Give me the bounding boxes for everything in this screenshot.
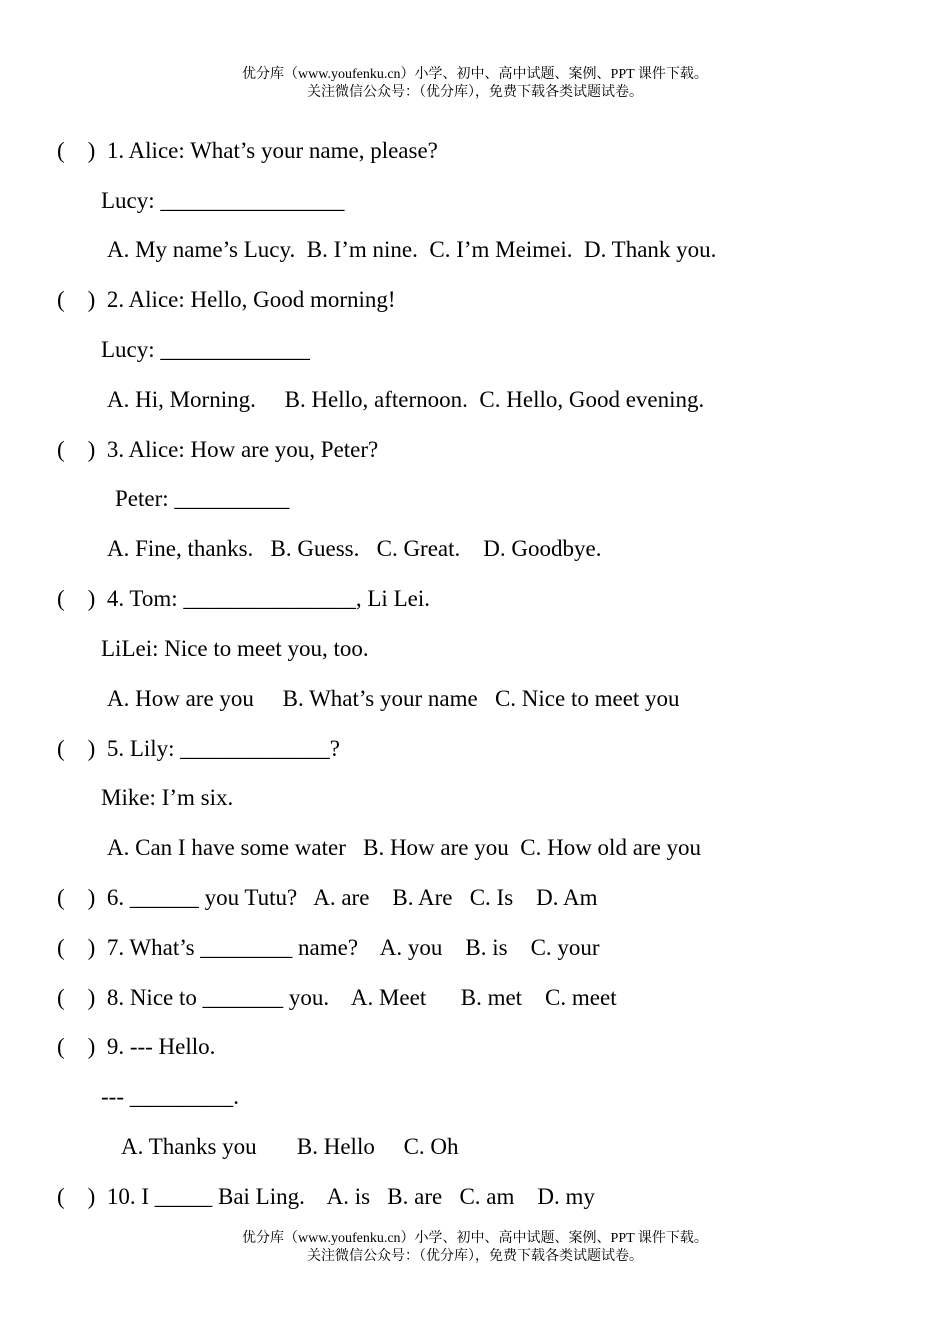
page-header	[0, 66, 950, 102]
page-footer	[0, 1230, 950, 1266]
question-7: ( ) 7. What’s ________ name? A. you B. is C. your	[57, 935, 600, 960]
question-8: ( ) 8. Nice to _______ you. A. Meet B. met C. meet	[57, 985, 617, 1010]
question-3: ( ) 3. Alice: How are you, Peter?	[57, 437, 379, 462]
question-2-options: A. Hi, Morning. B. Hello, afternoon. C. Hello, Good evening.	[107, 387, 705, 412]
question-1-response: Lucy: ________________	[101, 188, 345, 213]
question-1: ( ) 1. Alice: What’s your name, please?	[57, 138, 438, 163]
question-9-response: --- _________.	[101, 1084, 239, 1109]
header-line-1: 优分库（www.youfenku.cn）小学、初中、高中试题、案例、PPT 课件下载。	[242, 67, 708, 82]
header-line-2: 关注微信公众号：（优分库），免费下载各类试题试卷。	[307, 85, 643, 100]
question-4-options: A. How are you B. What’s your name C. Nice to meet you	[107, 686, 680, 711]
footer-line-1: 优分库（www.youfenku.cn）小学、初中、高中试题、案例、PPT 课件下载。	[242, 1231, 708, 1246]
question-9: ( ) 9. --- Hello.	[57, 1034, 216, 1059]
question-5-response: Mike: I’m six.	[101, 785, 234, 810]
question-5-options: A. Can I have some water B. How are you C. How old are you	[107, 835, 702, 860]
question-4-response: LiLei: Nice to meet you, too.	[101, 636, 369, 661]
question-2-response: Lucy: _____________	[101, 337, 310, 362]
question-9-options: A. Thanks you B. Hello C. Oh	[121, 1134, 459, 1159]
question-3-response: Peter: __________	[115, 486, 290, 511]
question-5: ( ) 5. Lily: _____________?	[57, 736, 340, 761]
footer-line-2: 关注微信公众号：（优分库），免费下载各类试题试卷。	[307, 1249, 643, 1264]
question-2: ( ) 2. Alice: Hello, Good morning!	[57, 287, 396, 312]
question-6: ( ) 6. ______ you Tutu? A. are B. Are C. Is D. Am	[57, 885, 598, 910]
question-4: ( ) 4. Tom: _______________, Li Lei.	[57, 586, 430, 611]
question-10: ( ) 10. I _____ Bai Ling. A. is B. are C. am D. my	[57, 1184, 595, 1209]
question-1-options: A. My name’s Lucy. B. I’m nine. C. I’m Meimei. D. Thank you.	[107, 237, 717, 262]
question-3-options: A. Fine, thanks. B. Guess. C. Great. D. Goodbye.	[107, 536, 602, 561]
